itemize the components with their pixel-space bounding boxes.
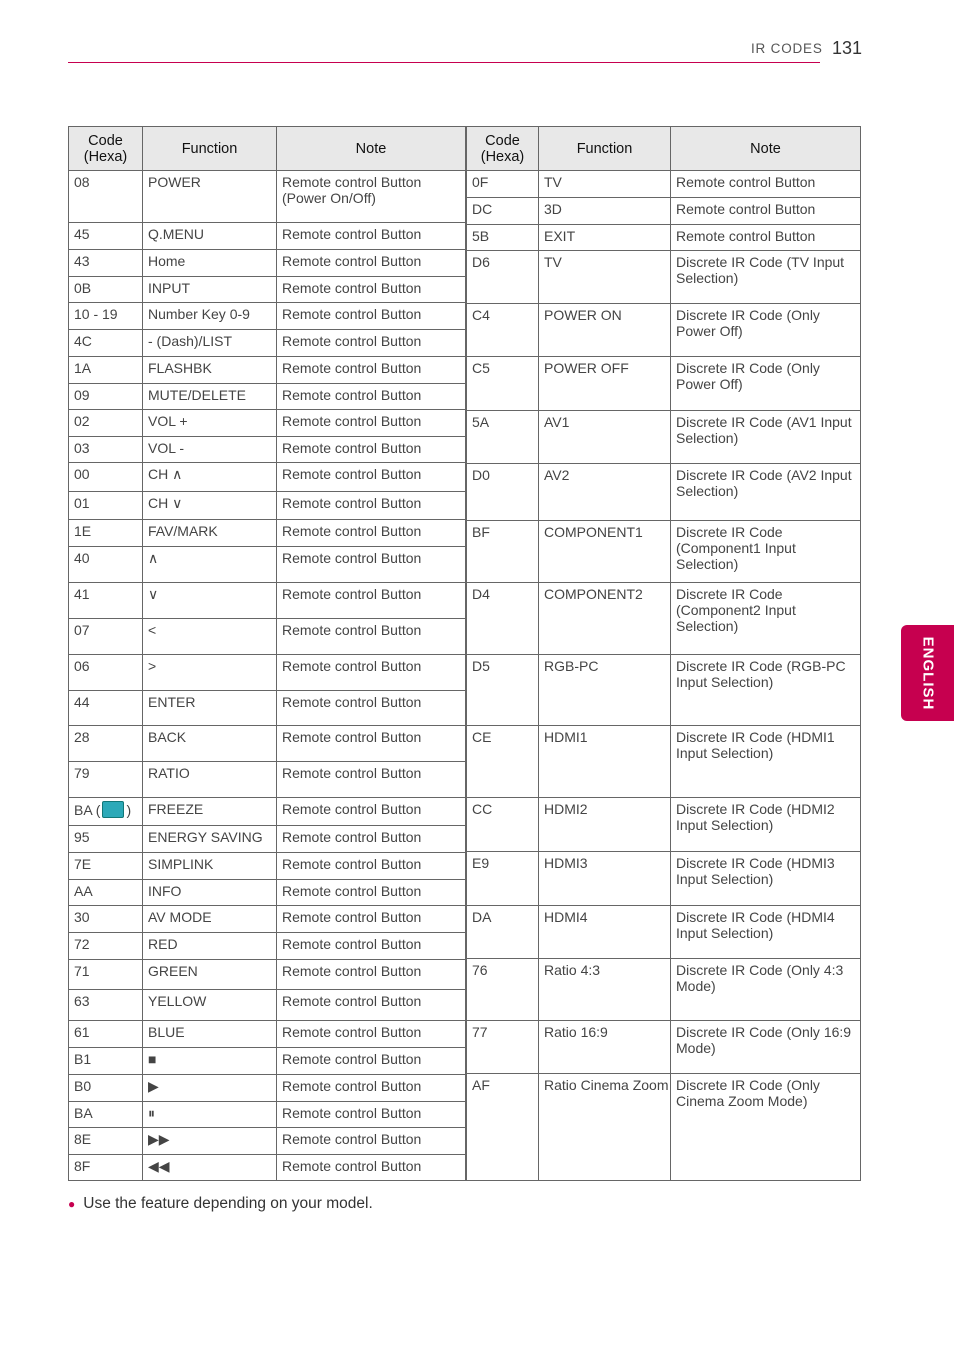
note-cell: Discrete IR Code (AV2 Input Selection) <box>671 464 861 521</box>
table-row <box>69 277 466 303</box>
table-row <box>467 583 861 655</box>
code-cell: AF <box>467 1074 539 1181</box>
note-cell: Remote control Button <box>277 1021 466 1048</box>
function-cell: ENTER <box>143 691 277 726</box>
function-cell: COMPONENT1 <box>539 521 671 583</box>
note-cell: Remote control Button <box>277 223 466 250</box>
table-row <box>69 492 466 520</box>
column-header-note: Note <box>277 127 466 171</box>
code-cell: 10 - 19 <box>69 303 143 330</box>
note-cell: Remote control Button <box>277 410 466 437</box>
table-row <box>467 852 861 906</box>
table-row <box>69 410 466 437</box>
table-row <box>69 250 466 277</box>
bullet-icon: ● <box>68 1197 76 1211</box>
note-cell: Remote control Button <box>277 463 466 492</box>
note-cell: Discrete IR Code (Only 4:3 Mode) <box>671 959 861 1021</box>
function-cell: Ratio Cinema Zoom <box>539 1074 671 1181</box>
table-row <box>467 798 861 852</box>
table-row <box>69 933 466 960</box>
note-cell: Remote control Button <box>277 726 466 762</box>
table-row <box>69 330 466 357</box>
table-row <box>467 411 861 464</box>
table-row <box>69 520 466 547</box>
table-row <box>69 463 466 492</box>
code-cell: 01 <box>69 492 143 520</box>
function-cell: EXIT <box>539 225 671 251</box>
code-cell: 76 <box>467 959 539 1021</box>
table-row <box>467 225 861 251</box>
code-cell: 61 <box>69 1021 143 1048</box>
table-row <box>69 1048 466 1075</box>
note-cell: Discrete IR Code (HDMI1 Input Selection) <box>671 726 861 798</box>
note-cell: Remote control Button <box>277 1102 466 1128</box>
table-row <box>69 1155 466 1181</box>
note-cell: Remote control Button <box>671 171 861 198</box>
function-cell: TV <box>539 251 671 304</box>
ir-code-table-right <box>466 126 861 1181</box>
column-header-note: Note <box>671 127 861 171</box>
table-row <box>69 437 466 463</box>
code-cell: 0F <box>467 171 539 198</box>
note-cell: Remote control Button <box>277 250 466 277</box>
column-header-code: Code (Hexa) <box>467 127 539 171</box>
function-cell: RATIO <box>143 762 277 798</box>
note-cell: Remote control Button <box>277 384 466 410</box>
note-cell: Remote control Button <box>277 1048 466 1075</box>
code-cell: 8F <box>69 1155 143 1181</box>
note-cell: Discrete IR Code (TV Input Selection) <box>671 251 861 304</box>
function-cell: POWER OFF <box>539 357 671 411</box>
table-row <box>467 171 861 198</box>
function-cell: < <box>143 619 277 655</box>
table-row <box>69 1102 466 1128</box>
function-cell: ▶ <box>143 1075 277 1102</box>
code-cell: B0 <box>69 1075 143 1102</box>
footnote: ● Use the feature depending on your model. <box>68 1195 373 1212</box>
function-cell: INFO <box>143 880 277 906</box>
table-row <box>467 251 861 304</box>
function-cell: VOL + <box>143 410 277 437</box>
code-cell: BF <box>467 521 539 583</box>
code-cell: 1A <box>69 357 143 384</box>
function-cell: ENERGY SAVING <box>143 826 277 853</box>
code-cell: D6 <box>467 251 539 304</box>
code-cell: BA <box>69 1102 143 1128</box>
code-cell: 7E <box>69 853 143 880</box>
function-cell: Q.MENU <box>143 223 277 250</box>
function-cell: ◀◀ <box>143 1155 277 1181</box>
code-cell: 00 <box>69 463 143 492</box>
function-cell: ∨ <box>143 583 277 619</box>
function-cell: FLASHBK <box>143 357 277 384</box>
table-row <box>69 223 466 250</box>
code-cell: 02 <box>69 410 143 437</box>
note-cell: Discrete IR Code (HDMI4 Input Selection) <box>671 906 861 959</box>
table-row <box>467 655 861 726</box>
table-row <box>69 726 466 762</box>
note-cell: Remote control Button <box>277 826 466 853</box>
table-row <box>69 691 466 726</box>
code-cell: 5B <box>467 225 539 251</box>
code-cell: E9 <box>467 852 539 906</box>
function-cell: ▶▶ <box>143 1128 277 1155</box>
table-row <box>467 906 861 959</box>
code-cell: 30 <box>69 906 143 933</box>
code-cell: 0B <box>69 277 143 303</box>
table-header-row <box>69 127 466 171</box>
code-cell: 1E <box>69 520 143 547</box>
table-row <box>467 464 861 521</box>
code-cell: BA ( ) <box>69 798 143 826</box>
table-row <box>69 303 466 330</box>
table-row <box>69 960 466 990</box>
function-cell: > <box>143 655 277 691</box>
note-cell: Remote control Button <box>671 198 861 225</box>
table-row <box>69 1075 466 1102</box>
note-cell: Remote control Button <box>277 880 466 906</box>
header-rule <box>68 62 820 63</box>
note-cell: Remote control Button <box>277 1155 466 1181</box>
code-cell: 07 <box>69 619 143 655</box>
code-cell: CE <box>467 726 539 798</box>
note-cell: Remote control Button <box>277 990 466 1021</box>
function-cell: AV1 <box>539 411 671 464</box>
table-row <box>69 906 466 933</box>
table-row <box>467 357 861 411</box>
function-cell: SIMPLINK <box>143 853 277 880</box>
code-cell: DC <box>467 198 539 225</box>
note-cell: Remote control Button <box>277 492 466 520</box>
code-cell: 45 <box>69 223 143 250</box>
note-cell: Remote control Button (Power On/Off) <box>277 171 466 223</box>
code-cell: 77 <box>467 1021 539 1074</box>
table-row <box>69 1021 466 1048</box>
function-cell: Ratio 16:9 <box>539 1021 671 1074</box>
table-row <box>467 304 861 357</box>
code-cell: B1 <box>69 1048 143 1075</box>
code-cell: 71 <box>69 960 143 990</box>
table-row <box>69 583 466 619</box>
table-row <box>467 959 861 1021</box>
code-cell: AA <box>69 880 143 906</box>
function-cell: HDMI3 <box>539 852 671 906</box>
note-cell: Remote control Button <box>277 277 466 303</box>
function-cell: - (Dash)/LIST <box>143 330 277 357</box>
code-cell: 43 <box>69 250 143 277</box>
function-cell: HDMI2 <box>539 798 671 852</box>
column-header-function: Function <box>539 127 671 171</box>
function-cell: POWER ON <box>539 304 671 357</box>
code-cell: 28 <box>69 726 143 762</box>
function-cell: GREEN <box>143 960 277 990</box>
function-cell: AV2 <box>539 464 671 521</box>
code-cell: 72 <box>69 933 143 960</box>
note-cell: Discrete IR Code (HDMI3 Input Selection) <box>671 852 861 906</box>
code-cell: 79 <box>69 762 143 798</box>
code-cell: 4C <box>69 330 143 357</box>
code-cell: 8E <box>69 1128 143 1155</box>
code-cell: 95 <box>69 826 143 853</box>
code-cell: C4 <box>467 304 539 357</box>
function-cell: FAV/MARK <box>143 520 277 547</box>
table-row <box>69 1128 466 1155</box>
note-cell: Remote control Button <box>671 225 861 251</box>
note-cell: Discrete IR Code (Component2 Input Selection) <box>671 583 861 655</box>
function-cell: BACK <box>143 726 277 762</box>
note-cell: Remote control Button <box>277 303 466 330</box>
section-title: IR CODES <box>751 41 823 56</box>
function-cell: FREEZE <box>143 798 277 826</box>
function-cell: INPUT <box>143 277 277 303</box>
table-row <box>69 798 466 826</box>
function-cell: MUTE/DELETE <box>143 384 277 410</box>
code-cell: 06 <box>69 655 143 691</box>
function-cell: Home <box>143 250 277 277</box>
table-row <box>69 384 466 410</box>
code-cell: 63 <box>69 990 143 1021</box>
code-cell: C5 <box>467 357 539 411</box>
table-row <box>69 880 466 906</box>
table-row <box>69 171 466 223</box>
table-row <box>467 198 861 225</box>
note-cell: Discrete IR Code (Only 16:9 Mode) <box>671 1021 861 1074</box>
code-cell: 44 <box>69 691 143 726</box>
function-cell: TV <box>539 171 671 198</box>
note-cell: Remote control Button <box>277 853 466 880</box>
note-cell: Remote control Button <box>277 762 466 798</box>
ir-code-table-left <box>68 126 466 1181</box>
table-row <box>69 357 466 384</box>
note-cell: Remote control Button <box>277 906 466 933</box>
note-cell: Remote control Button <box>277 691 466 726</box>
code-cell: D4 <box>467 583 539 655</box>
function-cell: AV MODE <box>143 906 277 933</box>
note-cell: Discrete IR Code (HDMI2 Input Selection) <box>671 798 861 852</box>
note-cell: Remote control Button <box>277 1075 466 1102</box>
table-row <box>69 655 466 691</box>
function-cell: BLUE <box>143 1021 277 1048</box>
code-cell: CC <box>467 798 539 852</box>
function-cell: CH ∧ <box>143 463 277 492</box>
note-cell: Discrete IR Code (Only Power Off) <box>671 304 861 357</box>
function-cell: YELLOW <box>143 990 277 1021</box>
freeze-icon <box>102 801 124 818</box>
note-cell: Remote control Button <box>277 547 466 583</box>
function-cell: COMPONENT2 <box>539 583 671 655</box>
note-cell: Discrete IR Code (Only Power Off) <box>671 357 861 411</box>
function-cell: ⏸ <box>143 1102 277 1128</box>
note-cell: Remote control Button <box>277 798 466 826</box>
table-row <box>467 1021 861 1074</box>
table-row <box>69 826 466 853</box>
function-cell: 3D <box>539 198 671 225</box>
code-cell: DA <box>467 906 539 959</box>
note-cell: Remote control Button <box>277 520 466 547</box>
note-cell: Remote control Button <box>277 357 466 384</box>
function-cell: CH ∨ <box>143 492 277 520</box>
note-cell: Remote control Button <box>277 437 466 463</box>
table-row <box>467 726 861 798</box>
code-cell: 40 <box>69 547 143 583</box>
code-cell: 09 <box>69 384 143 410</box>
table-row <box>467 521 861 583</box>
code-cell: 5A <box>467 411 539 464</box>
code-cell: D5 <box>467 655 539 726</box>
function-cell: RED <box>143 933 277 960</box>
note-cell: Remote control Button <box>277 619 466 655</box>
table-row <box>69 762 466 798</box>
function-cell: HDMI1 <box>539 726 671 798</box>
note-cell: Remote control Button <box>277 933 466 960</box>
column-header-function: Function <box>143 127 277 171</box>
note-cell: Discrete IR Code (Component1 Input Selection) <box>671 521 861 583</box>
function-cell: ■ <box>143 1048 277 1075</box>
table-row <box>467 1074 861 1181</box>
code-cell: 08 <box>69 171 143 223</box>
note-cell: Remote control Button <box>277 1128 466 1155</box>
function-cell: HDMI4 <box>539 906 671 959</box>
note-cell: Discrete IR Code (AV1 Input Selection) <box>671 411 861 464</box>
language-tab: ENGLISH <box>901 625 954 721</box>
code-cell: D0 <box>467 464 539 521</box>
function-cell: VOL - <box>143 437 277 463</box>
code-cell: 41 <box>69 583 143 619</box>
note-cell: Remote control Button <box>277 655 466 691</box>
note-cell: Remote control Button <box>277 330 466 357</box>
code-cell: 03 <box>69 437 143 463</box>
table-row <box>69 990 466 1021</box>
table-header-row <box>467 127 861 171</box>
column-header-code: Code (Hexa) <box>69 127 143 171</box>
table-row <box>69 853 466 880</box>
function-cell: Number Key 0-9 <box>143 303 277 330</box>
function-cell: RGB-PC <box>539 655 671 726</box>
function-cell: Ratio 4:3 <box>539 959 671 1021</box>
table-row <box>69 547 466 583</box>
note-cell: Remote control Button <box>277 583 466 619</box>
note-cell: Remote control Button <box>277 960 466 990</box>
page-number: 131 <box>832 38 863 58</box>
note-cell: Discrete IR Code (RGB-PC Input Selection) <box>671 655 861 726</box>
function-cell: ∧ <box>143 547 277 583</box>
note-cell: Discrete IR Code (Only Cinema Zoom Mode) <box>671 1074 861 1181</box>
table-row <box>69 619 466 655</box>
function-cell: POWER <box>143 171 277 223</box>
